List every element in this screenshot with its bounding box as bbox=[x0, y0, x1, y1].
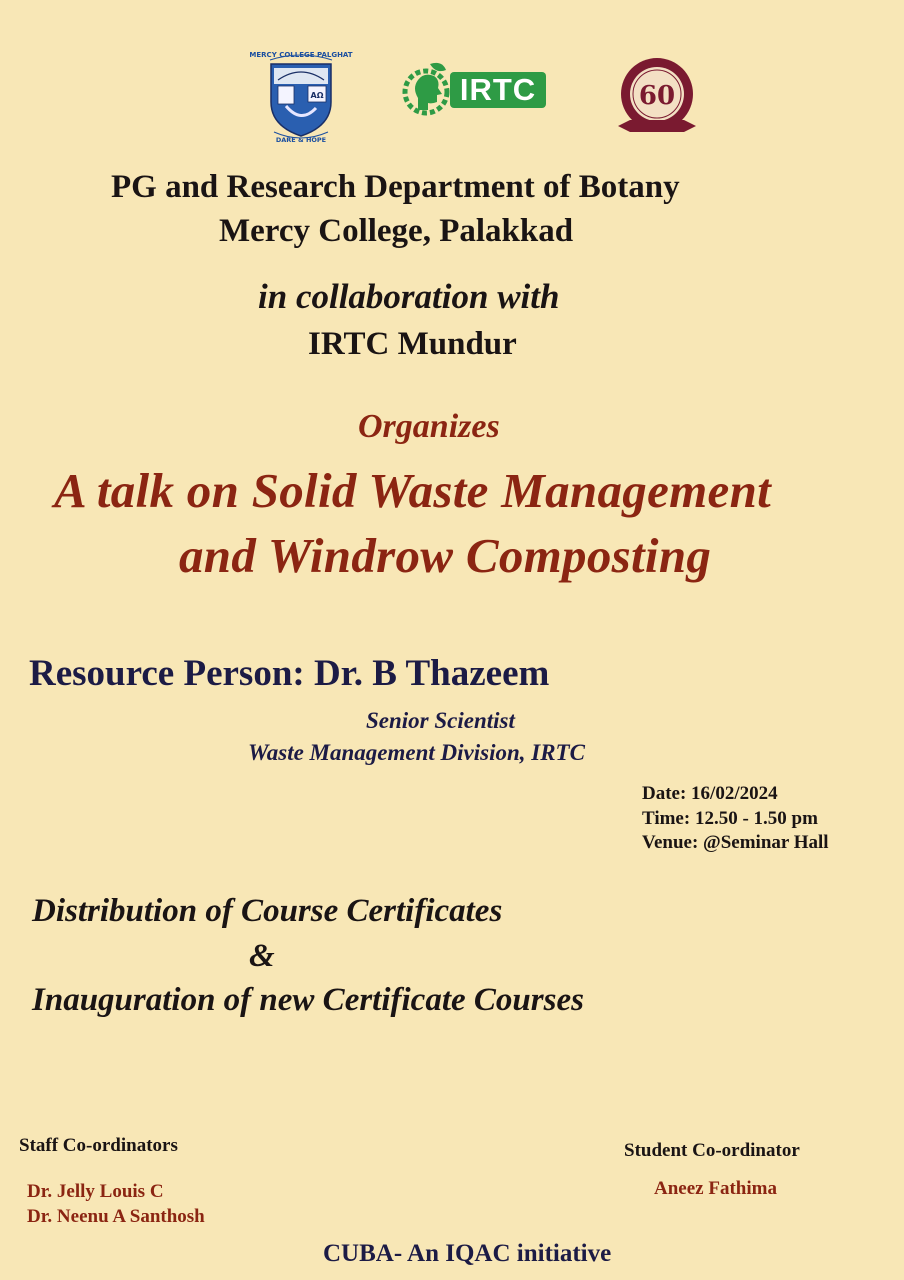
student-coordinator-name: Aneez Fathima bbox=[654, 1178, 777, 1199]
certificate-distribution: Distribution of Course Certificates bbox=[32, 893, 503, 929]
partner-name: IRTC Mundur bbox=[308, 326, 517, 362]
svg-text:DARE & HOPE: DARE & HOPE bbox=[275, 136, 327, 144]
event-title-line2: and Windrow Composting bbox=[179, 528, 712, 583]
event-date: Date: 16/02/2024 bbox=[642, 783, 778, 804]
svg-text:MERCY COLLEGE PALGHAT: MERCY COLLEGE PALGHAT bbox=[249, 51, 353, 59]
resource-division: Waste Management Division, IRTC bbox=[248, 740, 585, 765]
mercy-college-crest-icon bbox=[249, 44, 353, 144]
footer-initiative: CUBA- An IQAC initiative bbox=[323, 1240, 612, 1267]
resource-designation: Senior Scientist bbox=[366, 708, 515, 733]
department-name: PG and Research Department of Botany bbox=[111, 169, 680, 205]
organizes-label: Organizes bbox=[358, 408, 500, 445]
irtc-logo-text: IRTC bbox=[450, 72, 546, 108]
irtc-logo-icon bbox=[402, 58, 552, 124]
college-name: Mercy College, Palakkad bbox=[219, 213, 574, 249]
ampersand: & bbox=[249, 938, 275, 974]
staff-coordinator-name: Dr. Neenu A Santhosh bbox=[27, 1206, 205, 1227]
event-title-line1: A talk on Solid Waste Management bbox=[54, 463, 772, 518]
diamond-jubilee-seal-icon bbox=[610, 54, 704, 144]
event-venue: Venue: @Seminar Hall bbox=[642, 832, 829, 853]
course-inauguration: Inauguration of new Certificate Courses bbox=[32, 982, 584, 1018]
collaboration-text: in collaboration with bbox=[258, 277, 560, 316]
staff-coordinator-name: Dr. Jelly Louis C bbox=[27, 1181, 164, 1202]
student-coordinator-heading: Student Co-ordinator bbox=[624, 1140, 800, 1161]
event-time: Time: 12.50 - 1.50 pm bbox=[642, 808, 818, 829]
staff-coordinators-heading: Staff Co-ordinators bbox=[19, 1135, 178, 1156]
svg-text:60: 60 bbox=[638, 81, 676, 111]
resource-person: Resource Person: Dr. B Thazeem bbox=[29, 653, 550, 694]
svg-text:AΩ: AΩ bbox=[310, 91, 324, 100]
